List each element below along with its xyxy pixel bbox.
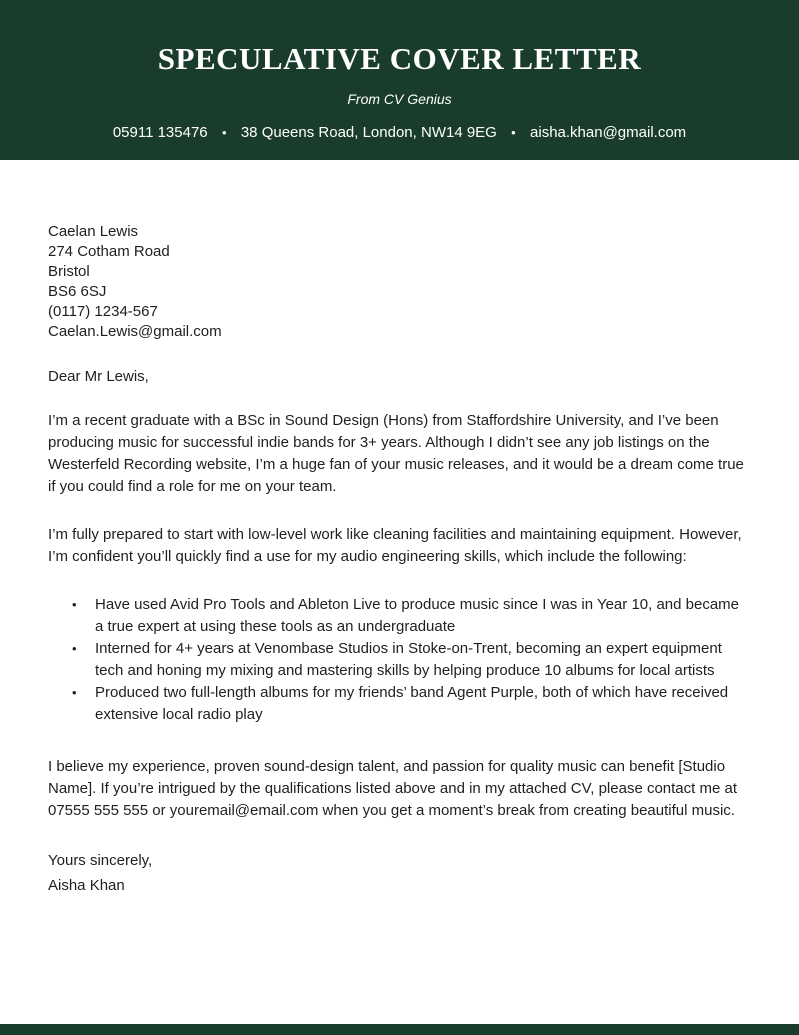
- bullet-icon: •: [72, 641, 77, 656]
- dot-separator-icon: ●: [511, 127, 516, 137]
- contact-address: 38 Queens Road, London, NW14 9EG: [240, 123, 497, 141]
- paragraph-intro: I’m a recent graduate with a BSc in Sound Design (Hons) from Staffordshire University, and I’ve been producing music for successful indie bands for 3+ years. Although I didn’t see any job listings on the Westerfeld Recording website, I’m a huge fan of your music releases, and it would be a dream come true if you could find a role for me on your team.: [48, 412, 744, 495]
- dot-separator-icon: ●: [221, 127, 227, 137]
- recipient-phone: (0117) 1234-567: [48, 303, 158, 320]
- recipient-city: Bristol: [48, 263, 90, 280]
- recipient-postcode: BS6 6SJ: [48, 283, 107, 300]
- valediction: Yours sincerely,: [48, 852, 153, 869]
- sender-name: Aisha Khan: [48, 877, 125, 894]
- list-item: [48, 638, 751, 682]
- recipient-address-block: [48, 222, 751, 342]
- bullet-icon: •: [72, 685, 77, 700]
- bullet-item-text: Interned for 4+ years at Venombase Studios in Stoke-on-Trent, becoming an expert equipment tech and honing my mixing and mastering skills by helping produce 10 albums for local artists: [95, 640, 722, 679]
- list-item: [48, 682, 751, 726]
- contact-email: aisha.khan@gmail.com: [530, 123, 687, 141]
- skills-bullet-list: [48, 594, 751, 726]
- bullet-item-text: Have used Avid Pro Tools and Ableton Live to produce music since I was in Year 10, and became a true expert at using these tools as an undergraduate: [95, 596, 740, 635]
- salutation: Dear Mr Lewis,: [48, 368, 149, 385]
- header-contact-line: [0, 124, 799, 142]
- recipient-email: Caelan.Lewis@gmail.com: [48, 323, 222, 340]
- bullet-item-text: Produced two full-length albums for my friends’ band Agent Purple, both of which have received extensive local radio play: [95, 684, 729, 723]
- footer-accent-bar: [0, 1024, 799, 1035]
- list-item: [48, 594, 751, 638]
- header-banner: [0, 0, 799, 160]
- paragraph-preparation: I’m fully prepared to start with low-level work like cleaning facilities and maintaining equipment. However, I’m confident you’ll quickly find a use for my audio engineering skills, which include the following:: [48, 526, 742, 565]
- recipient-street: 274 Cotham Road: [48, 243, 170, 260]
- signoff-block: [48, 850, 751, 897]
- contact-phone: 05911 135476: [112, 123, 208, 141]
- bullet-icon: •: [72, 597, 77, 612]
- recipient-name: Caelan Lewis: [48, 223, 139, 240]
- page-title: SPECULATIVE COVER LETTER: [157, 41, 642, 76]
- paragraph-closing: I believe my experience, proven sound-design talent, and passion for quality music can benefit [Studio Name]. If you’re intrigued by the qualifications listed above and in my attached CV, please contact me at 07555 555 555 or youremail@email.com when you get a moment’s break from creating beautiful music.: [48, 758, 738, 819]
- letter-body: [0, 222, 799, 897]
- header-subtitle: From CV Genius: [347, 91, 452, 108]
